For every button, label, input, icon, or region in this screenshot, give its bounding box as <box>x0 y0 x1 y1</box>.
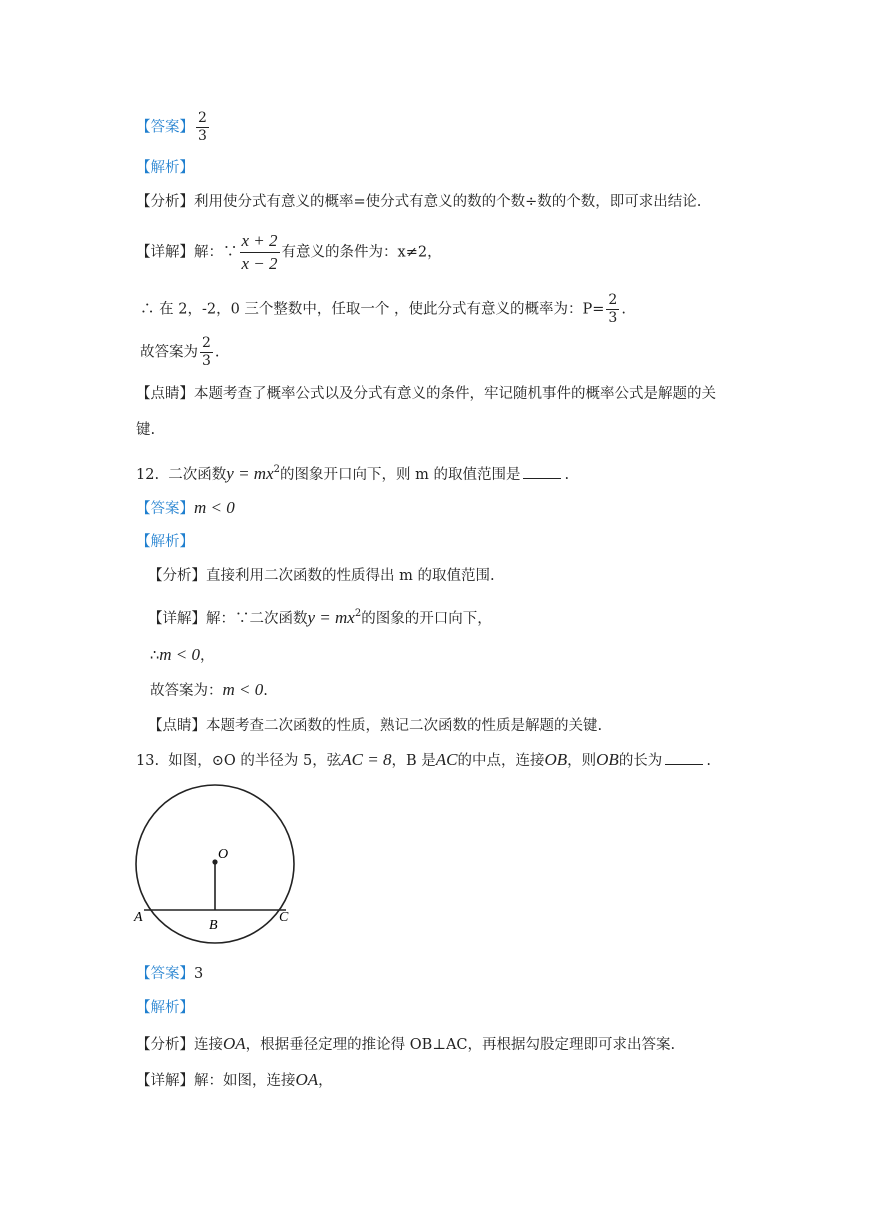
q12-dianjing: 【点睛】本题考查二次函数的性质，熟记二次函数的性质是解题的关键. <box>148 718 603 734</box>
q11-answer-line <box>136 110 211 145</box>
answer-blank <box>665 764 703 765</box>
answer-blank <box>523 478 561 479</box>
fraction-expression: $\frac{x + 2}{x - 2}$ <box>241 231 278 273</box>
q12-stem: 12. 二次函数$y = mx^2$的图象开口向下，则 m 的取值范围是 . <box>136 464 570 483</box>
label-c: C <box>279 910 289 925</box>
q12-analysis-label: 【解析】 <box>136 534 194 550</box>
q11-xiangjie: 【详解】解：∵ $\frac{x + 2}{x - 2}$ 有意义的条件为：x≠2， <box>136 231 442 273</box>
q13-analysis-label: 【解析】 <box>136 1000 194 1016</box>
q13-xiangjie: 【详解】解：如图，连接OA， <box>136 1070 333 1089</box>
q11-step3: 故答案为 $\frac{2}{3}$ . <box>140 335 220 369</box>
q12-fenxi: 【分析】直接利用二次函数的性质得出 m 的取值范围. <box>148 568 495 584</box>
label-o: O <box>218 847 229 862</box>
q12-step2: ∴m < 0， <box>150 645 215 664</box>
answer-label: 【答案】 <box>136 119 194 136</box>
q11-dianjing-2: 键. <box>136 422 156 438</box>
q11-analysis-label: 【解析】 <box>136 160 194 176</box>
circle-figure <box>128 782 308 952</box>
q13-answer: 【答案】3 <box>136 966 204 982</box>
label-b: B <box>209 918 218 933</box>
q11-dianjing-1: 【点睛】本题考查了概率公式以及分式有意义的条件，牢记随机事件的概率公式是解题的关 <box>136 386 716 402</box>
q12-xiangjie: 【详解】解：∵二次函数$y = mx^2$的图象的开口向下， <box>148 608 492 627</box>
q11-fenxi: 【分析】利用使分式有意义的概率=使分式有意义的数的个数÷数的个数，即可求出结论. <box>136 194 702 210</box>
answer-fraction-2: $\frac{2}{3}$ <box>202 335 211 369</box>
q13-stem: 13. 如图，⊙O 的半径为 5，弦AC = 8，B 是AC的中点，连接OB，则OB的长为 . <box>136 750 711 769</box>
q13-fenxi: 【分析】连接OA，根据垂径定理的推论得 OB⊥AC，再根据勾股定理即可求出答案. <box>136 1034 676 1053</box>
probability-fraction: $\frac{2}{3}$ <box>608 292 618 326</box>
answer-fraction: $\frac{2}{3}$ <box>198 110 207 144</box>
label-a: A <box>134 910 143 925</box>
q11-step2: ∴ 在 2，-2，0 三个整数中，任取一个 ，使此分式有意义的概率为：P= $\frac{2}{3}$ . <box>140 292 626 326</box>
center-point <box>212 859 217 864</box>
q12-step3: 故答案为：m < 0. <box>150 680 268 699</box>
q12-answer: 【答案】m < 0 <box>136 498 235 517</box>
